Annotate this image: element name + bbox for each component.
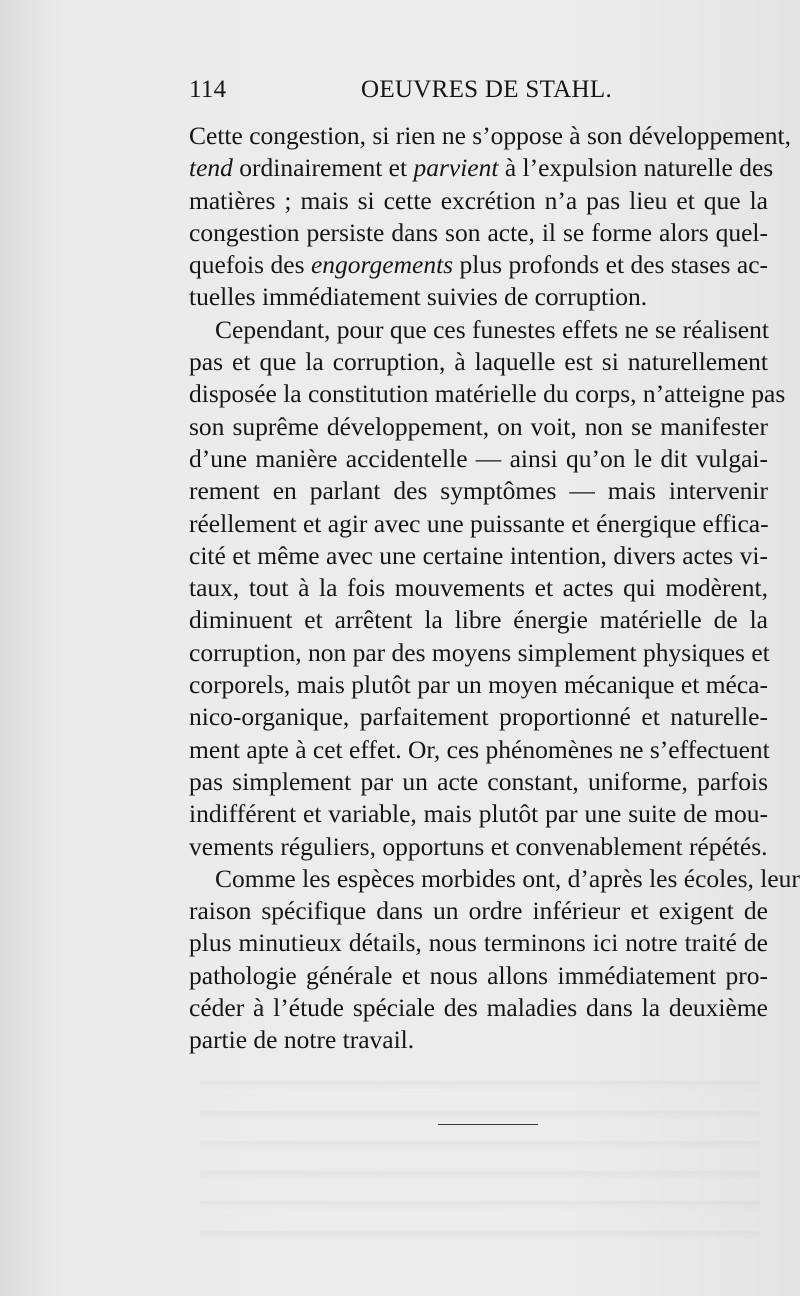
page-number: 114 <box>189 76 227 103</box>
page-header <box>189 76 768 116</box>
text-run: pas simplement par un acte constant, uniforme, parfois <box>189 766 768 796</box>
text-run: Cependant, pour que ces funestes effets ne se réalisent <box>215 314 769 344</box>
text-line <box>189 185 768 217</box>
text-line <box>189 766 768 798</box>
text-line <box>189 669 768 701</box>
bleed-through-shadow <box>200 1060 760 1240</box>
paragraph <box>189 863 800 1057</box>
text-run: d’une manière accidentelle — ainsi qu’on le dit vulgai- <box>189 443 768 473</box>
paragraph <box>189 120 791 314</box>
text-run: disposée la constitution matérielle du corps, n’atteigne pas <box>189 379 786 409</box>
text-run: à l’expulsion naturelle des <box>498 153 774 183</box>
text-run: diminuent et arrêtent la libre énergie matérielle de la <box>189 605 768 635</box>
text-line <box>189 508 768 540</box>
text-run: son suprême développement, on voit, non se manifester <box>189 411 768 441</box>
text-line <box>189 734 768 766</box>
text-run: céder à l’étude spéciale des maladies dans la deuxième <box>189 993 768 1023</box>
italic-word: parvient <box>413 153 499 183</box>
text-run: quefois des <box>189 250 311 280</box>
text-line <box>189 152 774 184</box>
text-run: matières ; mais si cette excrétion n’a pas lieu et que la <box>189 185 768 215</box>
text-run: corruption, non par des moyens simplement physiques et <box>189 637 770 667</box>
text-line <box>189 572 768 604</box>
text-run: rement en parlant des symptômes — mais intervenir <box>189 476 768 506</box>
text-line <box>189 992 768 1024</box>
text-line <box>189 1024 768 1056</box>
text-run: corporels, mais plutôt par un moyen mécanique et méca- <box>189 670 768 700</box>
text-run: plus profonds et des stases ac- <box>453 250 769 280</box>
text-line <box>189 314 768 346</box>
text-run: partie de notre travail. <box>189 1025 415 1055</box>
body-text <box>189 120 800 1057</box>
text-line <box>189 927 768 959</box>
end-rule <box>438 1124 538 1125</box>
text-line <box>189 604 768 636</box>
text-line <box>189 960 768 992</box>
text-run: ment apte à cet effet. Or, ces phénomènes ne s’effectuent <box>189 734 770 764</box>
text-run: pas et que la corruption, à laquelle est si naturellement <box>189 347 768 377</box>
italic-word: tend <box>189 153 233 183</box>
text-line <box>189 249 768 281</box>
text-line <box>189 281 768 313</box>
text-run: vements réguliers, opportuns et convenablement répétés. <box>189 831 768 861</box>
text-line <box>189 540 768 572</box>
italic-word: engorgements <box>310 250 454 280</box>
text-line <box>189 637 768 669</box>
text-run: plus minutieux détails, nous terminons ici notre traité de <box>189 928 768 958</box>
text-line <box>189 443 768 475</box>
text-run: nico-organique, parfaitement proportionné et naturelle- <box>189 702 768 732</box>
text-line <box>189 831 768 863</box>
text-line <box>189 411 768 443</box>
paragraph <box>189 314 786 863</box>
text-run: réellement et agir avec une puissante et énergique effica- <box>189 508 769 538</box>
text-run: tuelles immédiatement suivies de corruption. <box>189 282 648 312</box>
text-run: ordinairement et <box>232 153 414 183</box>
text-run: pathologie générale et nous allons immédiatement pro- <box>189 960 768 990</box>
running-title: OEUVRES DE STAHL. <box>361 76 613 103</box>
text-run: indifférent et variable, mais plutôt par une suite de mou- <box>189 799 768 829</box>
text-line <box>189 863 800 895</box>
text-run: Comme les espèces morbides ont, d’après les écoles, leur <box>215 863 800 893</box>
text-line <box>189 475 768 507</box>
text-run: taux, tout à la fois mouvements et actes qui modèrent, <box>189 573 768 603</box>
text-line <box>189 895 768 927</box>
text-line <box>189 120 791 152</box>
text-run: raison spécifique dans un ordre inférieur et exigent de <box>189 896 768 926</box>
text-run: Cette congestion, si rien ne s’oppose à son développement, <box>189 121 791 150</box>
text-run: congestion persiste dans son acte, il se forme alors quel- <box>189 217 768 247</box>
text-line <box>189 378 786 410</box>
text-line <box>189 798 768 830</box>
text-line <box>189 346 768 378</box>
text-run: cité et même avec une certaine intention, divers actes vi- <box>189 540 768 570</box>
text-line <box>189 701 768 733</box>
text-line <box>189 217 768 249</box>
